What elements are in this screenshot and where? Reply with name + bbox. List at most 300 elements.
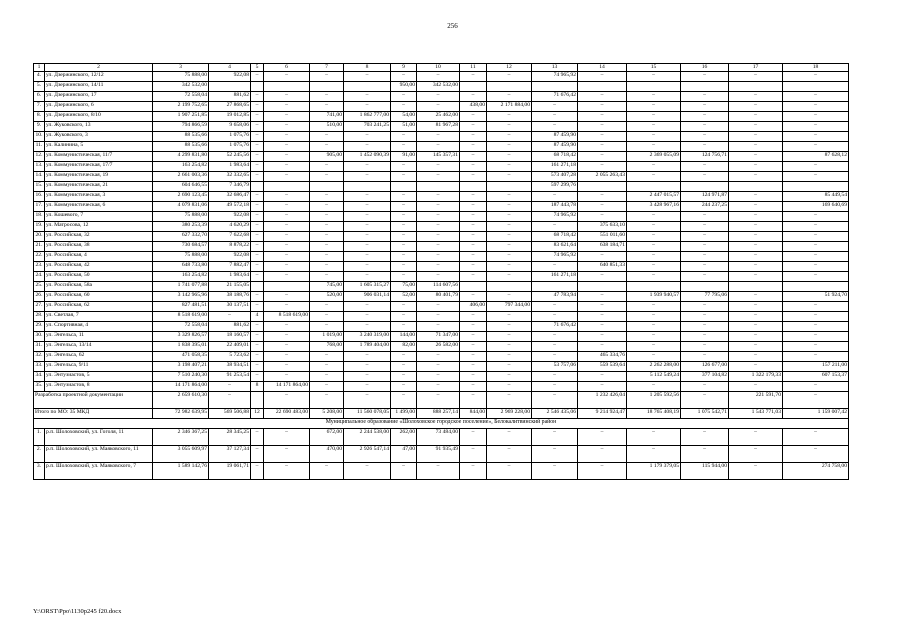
table-cell: – bbox=[729, 192, 783, 202]
table-cell: – bbox=[460, 152, 487, 162]
table-row bbox=[34, 322, 849, 332]
table-cell: – bbox=[391, 252, 417, 262]
table-cell: 13. bbox=[34, 162, 45, 172]
column-number-header: 3 bbox=[153, 64, 209, 72]
table-cell: 51,00 bbox=[391, 122, 417, 132]
table-cell: – bbox=[344, 232, 391, 242]
table-cell: 5 112 549,24 bbox=[627, 372, 681, 382]
address-cell: ул. Коммунистическая, 17/7 bbox=[45, 162, 153, 172]
column-number-header: 7 bbox=[310, 64, 344, 72]
table-cell: 3 329 826,57 bbox=[153, 332, 209, 342]
table-cell: – bbox=[264, 132, 310, 142]
total-row bbox=[34, 409, 849, 419]
table-cell: 91 253,54 bbox=[209, 372, 251, 382]
table-cell: 1 075,76 bbox=[209, 142, 251, 152]
table-cell: 7 510 240,30 bbox=[153, 372, 209, 382]
table-cell: – bbox=[627, 172, 681, 182]
table-cell: – bbox=[264, 252, 310, 262]
table-cell: – bbox=[729, 222, 783, 232]
table-cell: 20. bbox=[34, 232, 45, 242]
table-cell: 5 723,62 bbox=[209, 352, 251, 362]
table-cell: – bbox=[417, 222, 460, 232]
table-cell: – bbox=[310, 202, 344, 212]
table-cell: 922,08 bbox=[209, 72, 251, 82]
table-cell: – bbox=[310, 362, 344, 372]
table-row bbox=[34, 302, 849, 312]
table-cell: 1 232 426,04 bbox=[578, 392, 627, 409]
table-cell: – bbox=[264, 122, 310, 132]
table-cell: 2 926 547,14 bbox=[344, 446, 391, 463]
table-cell bbox=[578, 82, 627, 92]
table-cell: 438,00 bbox=[460, 102, 487, 112]
table-cell: – bbox=[532, 429, 578, 446]
table-cell: – bbox=[251, 92, 264, 102]
table-cell: 28 345,25 bbox=[209, 429, 251, 446]
table-cell: 8. bbox=[34, 112, 45, 122]
table-cell: 14. bbox=[34, 172, 45, 182]
table-cell bbox=[487, 282, 532, 292]
table-cell: – bbox=[783, 446, 849, 463]
table-cell: – bbox=[783, 429, 849, 446]
address-cell: ул. Коммунистическая, 6 bbox=[45, 202, 153, 212]
table-cell: 2 546 435,06 bbox=[532, 409, 578, 419]
table-cell: – bbox=[729, 463, 783, 480]
table-cell: – bbox=[391, 272, 417, 282]
table-cell: – bbox=[417, 322, 460, 332]
table-cell: – bbox=[344, 172, 391, 182]
table-cell: – bbox=[251, 72, 264, 82]
table-cell: 28. bbox=[34, 312, 45, 322]
table-cell bbox=[460, 82, 487, 92]
column-number-header: 14 bbox=[578, 64, 627, 72]
table-cell: – bbox=[344, 192, 391, 202]
address-cell: ул. Энгельса, 62 bbox=[45, 352, 153, 362]
table-cell: 25. bbox=[34, 282, 45, 292]
table-cell: 905,00 bbox=[310, 152, 344, 162]
table-cell: – bbox=[251, 342, 264, 352]
table-cell: 33. bbox=[34, 362, 45, 372]
table-cell: – bbox=[487, 463, 532, 480]
address-cell: ул. Энгельса, 9/11 bbox=[45, 362, 153, 372]
table-cell: – bbox=[783, 72, 849, 82]
table-row bbox=[34, 312, 849, 322]
table-cell: – bbox=[460, 142, 487, 152]
table-row bbox=[34, 372, 849, 382]
table-cell: – bbox=[310, 242, 344, 252]
table-cell: 26. bbox=[34, 292, 45, 302]
table-cell: – bbox=[251, 322, 264, 332]
table-cell: – bbox=[627, 122, 681, 132]
table-cell: 262,00 bbox=[391, 429, 417, 446]
table-cell: 16. bbox=[34, 192, 45, 202]
table-cell: – bbox=[729, 262, 783, 272]
table-cell: – bbox=[487, 252, 532, 262]
table-cell: – bbox=[344, 132, 391, 142]
table-cell: – bbox=[783, 322, 849, 332]
table-cell: 88 535,66 bbox=[153, 132, 209, 142]
table-cell: 7. bbox=[34, 102, 45, 112]
table-cell: 5. bbox=[34, 82, 45, 92]
table-cell: – bbox=[578, 212, 627, 222]
table-cell: 169 640,69 bbox=[783, 202, 849, 212]
table-cell: 2 690 123,45 bbox=[153, 192, 209, 202]
table-cell: – bbox=[681, 222, 729, 232]
table-cell: – bbox=[729, 102, 783, 112]
table-cell: 1 019,00 bbox=[310, 332, 344, 342]
table-cell: – bbox=[460, 332, 487, 342]
table-cell: – bbox=[460, 132, 487, 142]
table-cell: 377 104,82 bbox=[681, 372, 729, 382]
table-cell: – bbox=[460, 112, 487, 122]
table-cell: – bbox=[264, 342, 310, 352]
table-cell: – bbox=[344, 202, 391, 212]
table-cell: – bbox=[681, 252, 729, 262]
table-cell: – bbox=[578, 252, 627, 262]
table-cell bbox=[681, 82, 729, 92]
address-cell: ул. Российская, 58а bbox=[45, 282, 153, 292]
table-cell: 18 160,57 bbox=[209, 332, 251, 342]
table-cell: – bbox=[417, 92, 460, 102]
table-cell: 49 572,18 bbox=[209, 202, 251, 212]
table-row bbox=[34, 152, 849, 162]
table-row bbox=[34, 429, 849, 446]
table-cell: – bbox=[578, 192, 627, 202]
table-cell: 74 965,92 bbox=[532, 252, 578, 262]
table-cell: 12. bbox=[34, 152, 45, 162]
table-cell: 569 506,88 bbox=[209, 409, 251, 419]
table-cell: – bbox=[417, 262, 460, 272]
table-cell: – bbox=[417, 172, 460, 182]
table-cell: – bbox=[417, 72, 460, 82]
table-cell: 559 539,64 bbox=[578, 362, 627, 372]
table-cell: – bbox=[681, 332, 729, 342]
table-cell: 87 628,12 bbox=[783, 152, 849, 162]
table-cell: 627 332,70 bbox=[153, 232, 209, 242]
address-cell: ул. Жуковского, 13 bbox=[45, 122, 153, 132]
table-cell: 520,00 bbox=[310, 292, 344, 302]
table-cell: 4 bbox=[251, 312, 264, 322]
table-cell: – bbox=[264, 152, 310, 162]
table-cell: – bbox=[460, 192, 487, 202]
total-row-label: Итого по МО: 35 МКД bbox=[34, 409, 153, 419]
table-cell: 380 253,39 bbox=[153, 222, 209, 232]
table-cell: – bbox=[487, 242, 532, 252]
address-cell: ул. Калинина, 5 bbox=[45, 142, 153, 152]
table-cell: – bbox=[417, 202, 460, 212]
table-cell: 2 369 055,09 bbox=[627, 152, 681, 162]
table-cell: – bbox=[391, 352, 417, 362]
table-cell: – bbox=[264, 292, 310, 302]
table-cell: – bbox=[681, 392, 729, 409]
table-row bbox=[34, 362, 849, 372]
table-cell: – bbox=[310, 302, 344, 312]
table-cell: 72 558,04 bbox=[153, 92, 209, 102]
table-cell: 14 171 864,00 bbox=[153, 382, 209, 392]
table-cell: – bbox=[391, 463, 417, 480]
table-cell: 3 240 319,00 bbox=[344, 332, 391, 342]
table-cell: – bbox=[783, 112, 849, 122]
table-cell: – bbox=[417, 132, 460, 142]
table-row bbox=[34, 342, 849, 352]
table-cell: 71 347,00 bbox=[417, 332, 460, 342]
table-cell: – bbox=[310, 322, 344, 332]
table-cell: – bbox=[391, 202, 417, 212]
table-cell: – bbox=[344, 362, 391, 372]
table-cell: 1 075 542,71 bbox=[681, 409, 729, 419]
page-number: 256 bbox=[447, 22, 458, 30]
table-cell: 82,00 bbox=[391, 342, 417, 352]
table-cell: – bbox=[681, 342, 729, 352]
table-cell: 745,00 bbox=[310, 282, 344, 292]
table-cell: – bbox=[729, 152, 783, 162]
table-cell: – bbox=[487, 142, 532, 152]
table-cell: – bbox=[310, 382, 344, 392]
table-cell: – bbox=[264, 446, 310, 463]
table-cell: 2 659 610,30 bbox=[153, 392, 209, 409]
table-cell: – bbox=[264, 429, 310, 446]
table-cell: – bbox=[783, 142, 849, 152]
table-cell: – bbox=[729, 382, 783, 392]
table-cell: – bbox=[310, 102, 344, 112]
table-row bbox=[34, 352, 849, 362]
table-cell: – bbox=[578, 122, 627, 132]
address-cell: ул. Дзержинского, 17 bbox=[45, 92, 153, 102]
table-cell: 74 965,92 bbox=[532, 212, 578, 222]
table-cell: – bbox=[209, 382, 251, 392]
table-cell: – bbox=[264, 392, 310, 409]
table-row bbox=[34, 82, 849, 92]
table-cell: – bbox=[310, 162, 344, 172]
address-cell: ул. Дзержинского, 6 bbox=[45, 102, 153, 112]
table-cell bbox=[729, 282, 783, 292]
table-cell: – bbox=[627, 382, 681, 392]
table-cell: – bbox=[627, 252, 681, 262]
table-cell: – bbox=[627, 312, 681, 322]
table-cell: 3 198 407,21 bbox=[153, 362, 209, 372]
table-cell: – bbox=[487, 322, 532, 332]
table-cell: 730 684,57 bbox=[153, 242, 209, 252]
table-cell: – bbox=[417, 142, 460, 152]
table-cell: – bbox=[578, 372, 627, 382]
table-cell: – bbox=[627, 112, 681, 122]
table-cell: 75 888,00 bbox=[153, 212, 209, 222]
table-cell bbox=[487, 182, 532, 192]
table-cell: – bbox=[783, 132, 849, 142]
table-cell: – bbox=[264, 463, 310, 480]
table-cell: 844,00 bbox=[460, 409, 487, 419]
table-cell: – bbox=[264, 262, 310, 272]
table-cell: 2 661 003,36 bbox=[153, 172, 209, 182]
table-cell: – bbox=[251, 102, 264, 112]
table-cell: – bbox=[344, 382, 391, 392]
table-cell: – bbox=[783, 262, 849, 272]
table-cell: 471 058,35 bbox=[153, 352, 209, 362]
address-cell: ул. Энгельса, 13/14 bbox=[45, 342, 153, 352]
table-cell bbox=[783, 282, 849, 292]
column-number-header: 11 bbox=[460, 64, 487, 72]
table-cell: – bbox=[251, 362, 264, 372]
table-cell: 163 254,82 bbox=[153, 272, 209, 282]
data-table bbox=[33, 63, 849, 480]
table-cell: – bbox=[264, 172, 310, 182]
table-cell: – bbox=[578, 332, 627, 342]
table-cell: – bbox=[681, 302, 729, 312]
table-cell: – bbox=[344, 72, 391, 82]
table-cell: – bbox=[729, 202, 783, 212]
table-cell bbox=[460, 182, 487, 192]
table-cell: – bbox=[487, 172, 532, 182]
table-cell: 1 983,64 bbox=[209, 272, 251, 282]
table-cell: 22 690 483,00 bbox=[264, 409, 310, 419]
table-cell: – bbox=[417, 162, 460, 172]
table-cell: 1 983,64 bbox=[209, 162, 251, 172]
table-cell: 1. bbox=[34, 429, 45, 446]
table-cell: – bbox=[783, 102, 849, 112]
table-cell: 161 271,18 bbox=[532, 272, 578, 282]
table-row bbox=[34, 282, 849, 292]
table-cell: 73 484,00 bbox=[417, 429, 460, 446]
table-cell: 145 357,31 bbox=[417, 152, 460, 162]
table-cell: – bbox=[391, 92, 417, 102]
table-cell: 12 bbox=[251, 409, 264, 419]
table-cell: – bbox=[729, 72, 783, 82]
table-cell: – bbox=[310, 372, 344, 382]
table-cell: – bbox=[681, 112, 729, 122]
table-cell: 9. bbox=[34, 122, 45, 132]
table-row bbox=[34, 182, 849, 192]
table-cell: – bbox=[681, 352, 729, 362]
table-cell: 922,08 bbox=[209, 252, 251, 262]
table-cell: – bbox=[391, 132, 417, 142]
column-number-header: 18 bbox=[783, 64, 849, 72]
table-cell: – bbox=[681, 262, 729, 272]
table-cell: – bbox=[391, 142, 417, 152]
table-cell: – bbox=[729, 292, 783, 302]
design-row-label: Разработка проектной документации bbox=[34, 392, 153, 409]
table-cell: 22 409,01 bbox=[209, 342, 251, 352]
column-number-header: 9 bbox=[391, 64, 417, 72]
table-cell: – bbox=[783, 392, 849, 409]
column-number-header: 15 bbox=[627, 64, 681, 72]
table-cell: 38 188,76 bbox=[209, 292, 251, 302]
table-cell: 2 346 367,25 bbox=[153, 429, 209, 446]
column-number-header: 6 bbox=[264, 64, 310, 72]
table-cell: – bbox=[417, 392, 460, 409]
table-cell: – bbox=[578, 202, 627, 212]
table-cell: 27. bbox=[34, 302, 45, 312]
address-cell: ул. Спортивная, 4 bbox=[45, 322, 153, 332]
address-cell: ул. Энгельса, 11 bbox=[45, 332, 153, 342]
table-cell: – bbox=[344, 352, 391, 362]
column-number-header: 13 bbox=[532, 64, 578, 72]
table-cell: – bbox=[264, 372, 310, 382]
table-cell: – bbox=[783, 222, 849, 232]
table-cell bbox=[417, 182, 460, 192]
table-cell: – bbox=[344, 322, 391, 332]
table-cell: – bbox=[417, 242, 460, 252]
table-cell: – bbox=[344, 392, 391, 409]
table-cell: – bbox=[344, 252, 391, 262]
table-cell: – bbox=[729, 446, 783, 463]
table-cell: 2 171 884,00 bbox=[487, 102, 532, 112]
table-cell: – bbox=[487, 382, 532, 392]
table-cell: – bbox=[532, 222, 578, 232]
table-cell: – bbox=[729, 252, 783, 262]
table-cell: – bbox=[729, 162, 783, 172]
table-cell: 32 332,65 bbox=[209, 172, 251, 182]
table-cell: – bbox=[681, 382, 729, 392]
table-cell: – bbox=[310, 222, 344, 232]
table-row bbox=[34, 132, 849, 142]
table-cell: – bbox=[209, 312, 251, 322]
table-cell: 163 254,82 bbox=[153, 162, 209, 172]
table-row bbox=[34, 72, 849, 82]
table-cell: – bbox=[681, 212, 729, 222]
table-cell: 8 518 619,00 bbox=[153, 312, 209, 322]
table-cell: – bbox=[578, 132, 627, 142]
table-cell: – bbox=[264, 72, 310, 82]
table-cell: – bbox=[729, 242, 783, 252]
table-cell: – bbox=[251, 242, 264, 252]
table-cell: – bbox=[460, 463, 487, 480]
table-cell: 53 757,06 bbox=[532, 362, 578, 372]
table-cell: 161 271,18 bbox=[532, 162, 578, 172]
table-row bbox=[34, 463, 849, 480]
table-cell: 35. bbox=[34, 382, 45, 392]
table-cell: 950,00 bbox=[391, 82, 417, 92]
table-cell bbox=[532, 82, 578, 92]
table-cell: – bbox=[391, 192, 417, 202]
table-cell: 4 079 831,06 bbox=[153, 202, 209, 212]
table-cell: 29. bbox=[34, 322, 45, 332]
column-number-header: 1 bbox=[34, 64, 45, 72]
table-cell: 47 783,94 bbox=[532, 292, 578, 302]
table-cell: 47,00 bbox=[391, 446, 417, 463]
table-cell: – bbox=[578, 112, 627, 122]
table-cell bbox=[681, 182, 729, 192]
address-cell: ул. Дзержинского, 14/11 bbox=[45, 82, 153, 92]
table-cell: 126 677,00 bbox=[681, 362, 729, 372]
table-cell: – bbox=[681, 322, 729, 332]
table-cell: – bbox=[264, 302, 310, 312]
address-cell: р.п. Шолоховский, ул. Маяковского, 11 bbox=[45, 446, 153, 463]
table-cell: 1 075,76 bbox=[209, 132, 251, 142]
table-cell: – bbox=[460, 342, 487, 352]
table-cell: – bbox=[532, 372, 578, 382]
table-cell: – bbox=[578, 312, 627, 322]
table-row bbox=[34, 272, 849, 282]
table-cell: – bbox=[264, 222, 310, 232]
table-cell: 510,00 bbox=[310, 122, 344, 132]
table-cell: 342 532,00 bbox=[153, 82, 209, 92]
table-cell: – bbox=[391, 372, 417, 382]
table-row bbox=[34, 92, 849, 102]
table-cell: 85 449,54 bbox=[783, 192, 849, 202]
table-cell: – bbox=[310, 392, 344, 409]
address-cell: ул. Коммунистическая, 21 bbox=[45, 182, 153, 192]
table-cell: – bbox=[578, 446, 627, 463]
table-cell: 607 153,37 bbox=[783, 372, 849, 382]
address-cell: ул. Российская, 60 bbox=[45, 292, 153, 302]
table-cell: – bbox=[729, 362, 783, 372]
table-cell: – bbox=[344, 162, 391, 172]
address-cell: ул. Российская, 4 bbox=[45, 252, 153, 262]
table-cell: 77 795,06 bbox=[681, 292, 729, 302]
table-cell bbox=[251, 392, 264, 409]
table-cell: 551 011,60 bbox=[578, 232, 627, 242]
table-cell: – bbox=[681, 162, 729, 172]
table-cell: – bbox=[460, 446, 487, 463]
